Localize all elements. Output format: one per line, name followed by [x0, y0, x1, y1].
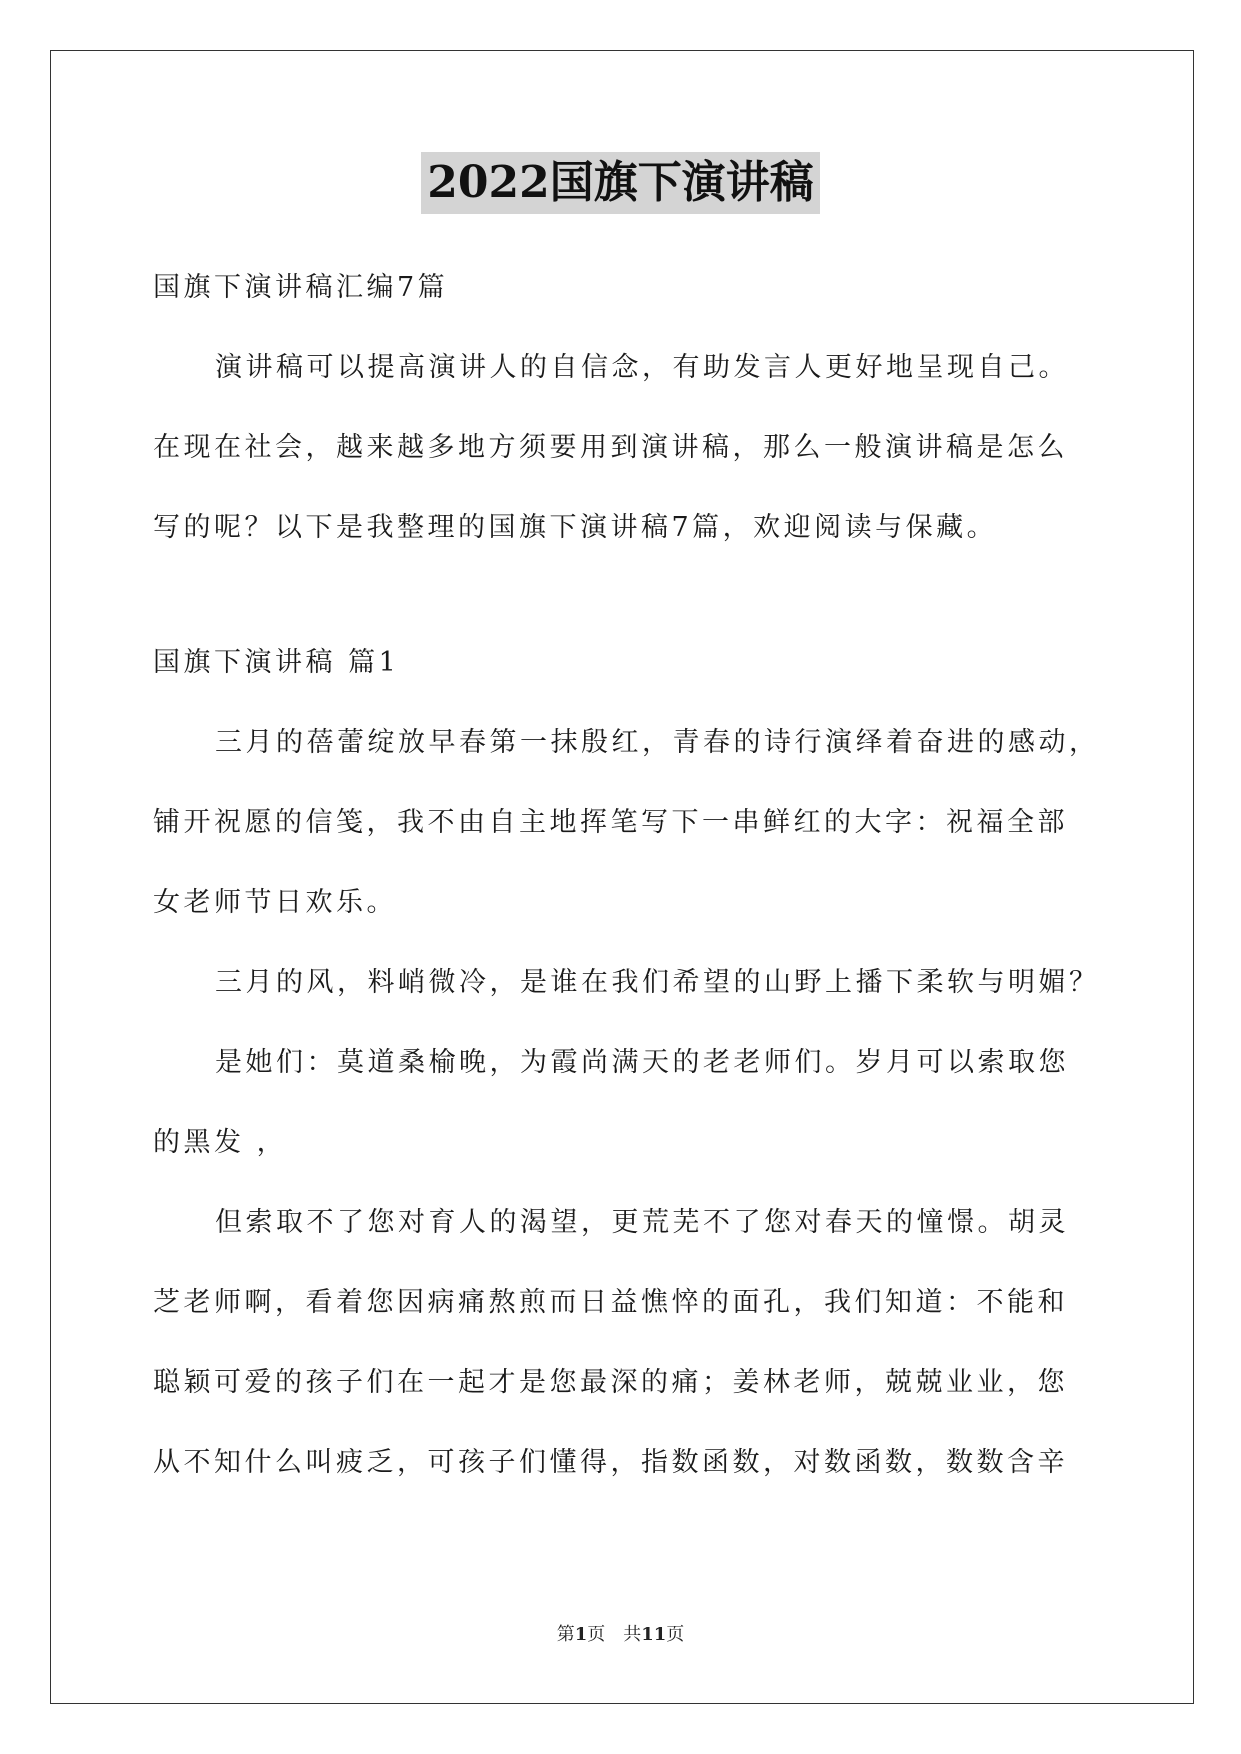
- intro-paragraph-line: 演讲稿可以提高演讲人的自信念，有助发言人更好地呈现自己。: [215, 352, 1069, 383]
- document-body: [153, 268, 1100, 1523]
- body-paragraph-line: 聪颖可爱的孩子们在一起才是您最深的痛；姜林老师，兢兢业业，您: [153, 1367, 1068, 1398]
- title-container: [0, 152, 1241, 214]
- body-paragraph-line: 从不知什么叫疲乏，可孩子们懂得，指数函数，对数函数，数数含辛: [153, 1447, 1068, 1478]
- footer-prefix: 第: [556, 1624, 575, 1645]
- body-paragraph-line: 三月的风，料峭微冷，是谁在我们希望的山野上播下柔软与明媚？: [215, 967, 1100, 998]
- collection-heading: 国旗下演讲稿汇编7篇: [153, 272, 449, 303]
- section-gap: [153, 588, 1093, 643]
- footer-suffix: 页: [666, 1624, 685, 1645]
- body-paragraph-line: 女老师节日欢乐。: [153, 887, 397, 918]
- total-page-number: 11: [641, 1624, 667, 1645]
- body-paragraph-line: 三月的蓓蕾绽放早春第一抹殷红，青春的诗行演绎着奋进的感动，: [215, 727, 1100, 758]
- footer-middle: 页 共: [587, 1624, 642, 1645]
- body-paragraph-line: 是她们：莫道桑榆晚，为霞尚满天的老老师们。岁月可以索取您: [215, 1047, 1069, 1078]
- document-title: 2022国旗下演讲稿: [421, 152, 819, 214]
- section-heading: 国旗下演讲稿 篇1: [153, 647, 400, 678]
- current-page-number: 1: [574, 1624, 588, 1645]
- body-paragraph-line: 但索取不了您对育人的渴望，更荒芜不了您对春天的憧憬。胡灵: [215, 1207, 1069, 1238]
- body-paragraph-line: 的黑发 ，: [153, 1127, 288, 1158]
- page-footer: [0, 1620, 1241, 1646]
- intro-paragraph-line: 在现在社会，越来越多地方须要用到演讲稿，那么一般演讲稿是怎么: [153, 432, 1068, 463]
- body-paragraph-line: 芝老师啊，看着您因病痛熬煎而日益憔悴的面孔，我们知道：不能和: [153, 1287, 1068, 1318]
- intro-paragraph-line: 写的呢？以下是我整理的国旗下演讲稿7篇，欢迎阅读与保藏。: [153, 512, 998, 543]
- body-paragraph-line: 铺开祝愿的信笺，我不由自主地挥笔写下一串鲜红的大字：祝福全部: [153, 807, 1068, 838]
